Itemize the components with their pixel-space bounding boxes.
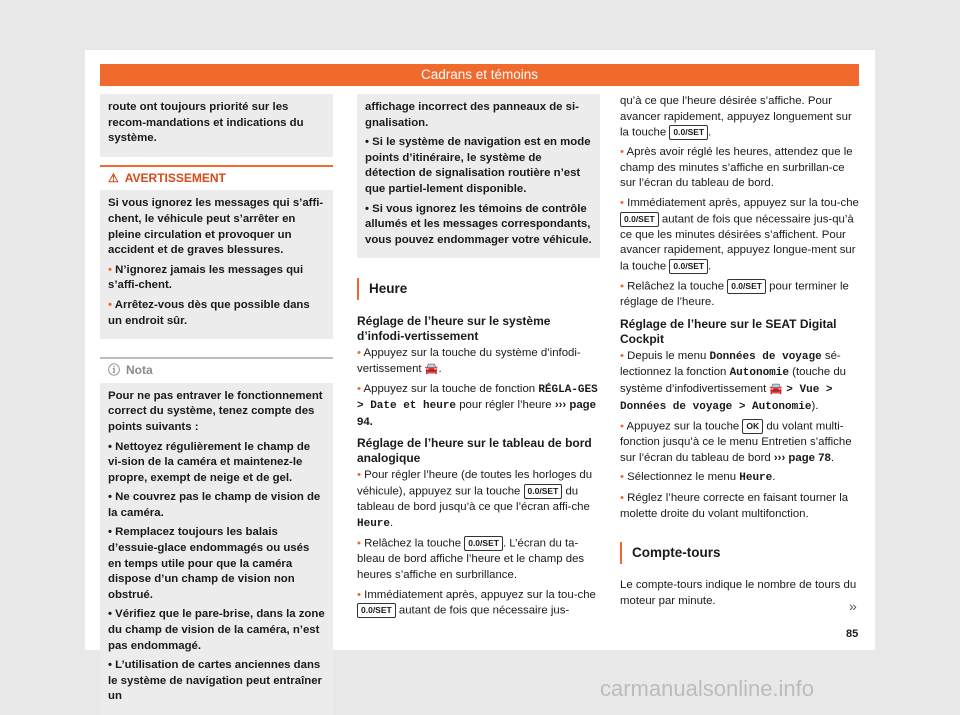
- note-continued-text: affichage incorrect des panneaux de si-gnalisation.: [365, 101, 579, 129]
- step: • Relâchez la touche 0.0/SET . L’écran du ta-bleau de bord affiche l’heure et le champ des heures s’affiche en surbrillance.: [357, 537, 585, 581]
- intro-text: route ont toujours priorité sur les recom-mandations et indications du système.: [108, 101, 304, 145]
- note-title-text: Nota: [126, 363, 153, 378]
- infotainment-car-icon: 🚘: [424, 362, 439, 375]
- warning-item: • Arrêtez-vous dès que possible dans un endroit sûr.: [108, 298, 310, 327]
- continued-mark: »: [849, 598, 857, 614]
- note-item: • L’utilisation de cartes anciennes dans le système de navigation peut entraîner un: [108, 659, 322, 703]
- note-continued-box: [357, 94, 600, 258]
- warning-body: Si vous ignorez les messages qui s’affi-chent, le véhicule peut s’arrêter en pleine circulation et provoquer un accident et de graves blessures.: [108, 197, 324, 257]
- set-key-icon: 0.0/SET: [727, 279, 766, 294]
- warning-title: [100, 165, 333, 191]
- step: • Appuyez sur la touche du système d’infodi-vertissement 🚘.: [357, 346, 600, 377]
- page-number: 85: [846, 628, 859, 640]
- warning-box: [100, 165, 333, 339]
- note-item: • Vérifiez que le pare-brise, dans la zone du champ de vision de la caméra, n’est pas endommagé.: [108, 608, 325, 652]
- paragraph: Le compte-tours indique le nombre de tours du moteur par minute.: [620, 579, 857, 607]
- set-key-icon: 0.0/SET: [357, 603, 396, 618]
- step: • Immédiatement après, appuyez sur la tou-che 0.0/SET autant de fois que nécessaire jus-: [357, 588, 596, 617]
- step: • Depuis le menu Données de voyage sé-lectionnez la fonction Autonomie (touche du système d’infodivertissement 🚘 > Vue > Données de voyage > Autonomie).: [620, 349, 846, 413]
- note-item: • Remplacez toujours les balais d’essuie-glace endommagés ou usés en temps utile pour que la caméra dispose d’un champ de vision non obstrué.: [108, 526, 310, 601]
- step: • Réglez l’heure correcte en faisant tourner la molette droite du volant multifonction.: [620, 492, 849, 520]
- set-key-icon: 0.0/SET: [464, 536, 503, 551]
- column-1: [100, 94, 333, 715]
- warning-content: [100, 190, 333, 339]
- note-item: • Nettoyez régulièrement le champ de vi-sion de la caméra et maintenez-le propre, exempt de neige et de gel.: [108, 440, 311, 484]
- watermark: carmanualsonline.info: [600, 676, 815, 701]
- set-key-icon: 0.0/SET: [669, 125, 708, 140]
- section-title-heure: Heure: [357, 278, 600, 300]
- step-continued: qu’à ce que l’heure désirée s’affiche. Pour avancer rapidement, appuyez longuement sur la touche 0.0/SET .: [620, 95, 852, 139]
- page-header: Cadrans et témoins: [100, 64, 859, 86]
- bullet-icon: •: [108, 298, 115, 311]
- info-icon: ⓘ: [108, 363, 121, 378]
- page-reference-link[interactable]: ››› page 78: [773, 451, 831, 464]
- note-box: [100, 357, 333, 715]
- warning-title-text: AVERTISSEMENT: [124, 170, 226, 185]
- warning-item: • N’ignorez jamais les messages qui s’affi-chent.: [108, 263, 304, 292]
- column-2: [357, 94, 600, 623]
- ok-key-icon: OK: [742, 419, 763, 434]
- subheading-infotainment: Réglage de l’heure sur le système d’infodi-vertissement: [357, 314, 551, 344]
- step: • Appuyez sur la touche OK du volant multi-fonction jusqu’à ce le menu Entretien s’affiche sur l’écran du tableau de bord ››› page 78.: [620, 420, 852, 464]
- set-key-icon: 0.0/SET: [524, 484, 563, 499]
- step: • Après avoir réglé les heures, attendez que le champ des minutes s’affiche en surbrillan-ce sur l’écran du tableau de bord.: [620, 146, 853, 190]
- step: • Relâchez la touche 0.0/SET pour terminer le réglage de l’heure.: [620, 280, 849, 309]
- bullet-icon: •: [108, 263, 116, 276]
- step: • Appuyez sur la touche de fonction RÉGLA-GES > Date et heure pour régler l’heure ››› page 94.: [357, 382, 598, 428]
- page-reference-link[interactable]: ››› page 94.: [357, 399, 596, 428]
- warning-triangle-icon: ⚠: [108, 170, 119, 185]
- section-title-compte-tours: Compte-tours: [620, 542, 860, 564]
- step: • Sélectionnez le menu Heure.: [620, 471, 776, 485]
- step: • Immédiatement après, appuyez sur la tou-che 0.0/SET autant de fois que nécessaire jus-qu’à ce que les minutes désirées s’affichent. Pour avancer rapidement, appuyez longue-ment sur la touche 0.0/SET .: [620, 197, 859, 273]
- set-key-icon: 0.0/SET: [669, 259, 708, 274]
- note-body: Pour ne pas entraver le fonctionnement correct du système, tenez compte des points suivants :: [108, 389, 323, 433]
- note-item: • Si le système de navigation est en mode points d’itinéraire, le système de détection de signalisation routière n’est que partiel-lement disponible.: [365, 136, 591, 195]
- subheading-digital-cockpit: Réglage de l’heure sur le SEAT Digital Cockpit: [620, 316, 837, 346]
- step: • Pour régler l’heure (de toutes les horloges du véhicule), appuyez sur la touche 0.0/SET du tableau de bord jusqu’à ce que l’écran affi-che Heure.: [357, 469, 593, 530]
- infotainment-car-icon: 🚘: [769, 382, 784, 395]
- subheading-analog-cluster: Réglage de l’heure sur le tableau de bord analogique: [357, 436, 592, 466]
- column-3: [620, 94, 860, 613]
- set-key-icon: 0.0/SET: [620, 212, 659, 227]
- note-title: [100, 357, 333, 383]
- note-item: • Si vous ignorez les témoins de contrôle allumés et les messages correspondants, vous pouvez endommager votre véhicule.: [365, 202, 592, 246]
- note-item: • Ne couvrez pas le champ de vision de la caméra.: [108, 491, 321, 519]
- note-content: [100, 383, 333, 715]
- intro-box: [100, 94, 333, 157]
